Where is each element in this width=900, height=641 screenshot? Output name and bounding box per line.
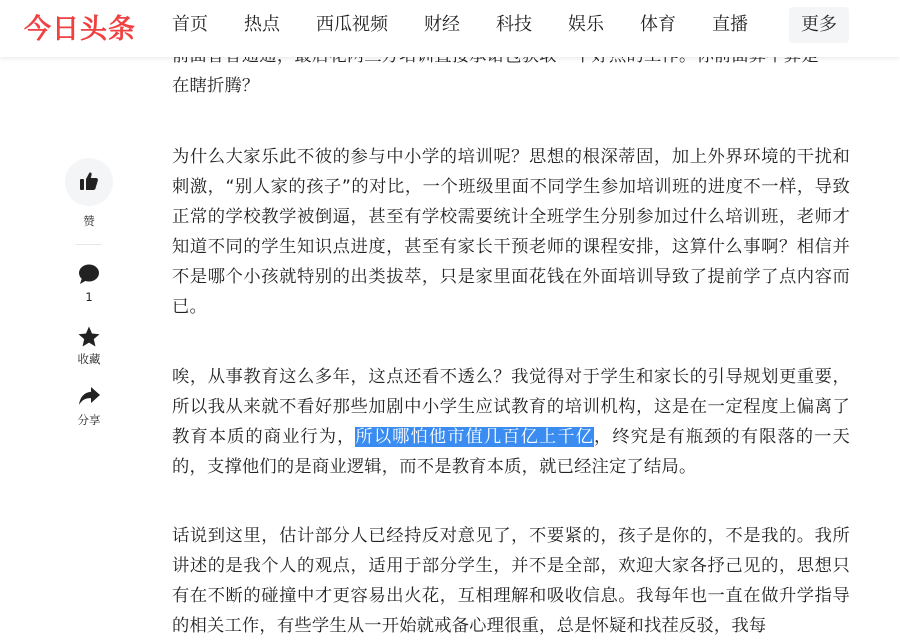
share-label: 分享	[77, 413, 101, 427]
nav-item-entertainment[interactable]: 娱乐	[568, 14, 604, 35]
collect-button[interactable]	[76, 325, 102, 349]
thumbs-up-icon	[79, 171, 99, 191]
top-header	[0, 0, 900, 57]
nav-item-hot[interactable]: 热点	[244, 14, 280, 35]
article-paragraph	[172, 362, 850, 482]
site-logo[interactable]: 今日头条	[24, 14, 136, 45]
nav-item-xigua-video[interactable]: 西瓜视频	[316, 14, 388, 35]
comment-button[interactable]	[76, 263, 102, 287]
nav-item-sports[interactable]: 体育	[640, 14, 676, 35]
like-label: 赞	[83, 214, 95, 228]
nav-item-finance[interactable]: 财经	[424, 14, 460, 35]
star-icon	[76, 325, 102, 349]
comment-icon	[76, 263, 102, 287]
paragraph-text: ，终究是有瓶颈的有限落的一天的，支撑他们的是商业逻辑，而不是教育本质，就已经注定了结局。	[172, 427, 850, 477]
article-paragraph: 话说到这里，估计部分人已经持反对意见了，不要紧的，孩子是你的，不是我的。我所讲述的是我个人的观点，适用于部分学生，并不是全部，欢迎大家各抒己见的，思想只有在不断的碰撞中才更容易出火花，互相理解和吸收信息。我每年也一直在做升学指导的相关工作，有些学生从一开始就戒备心理很重，总是怀疑和找茬反驳，我每	[172, 526, 850, 636]
nav-item-live[interactable]: 直播	[712, 14, 748, 35]
side-divider	[76, 244, 102, 245]
collect-label: 收藏	[77, 352, 101, 366]
nav-item-tech[interactable]: 科技	[496, 14, 532, 35]
share-button[interactable]	[76, 385, 102, 409]
share-icon	[76, 385, 102, 409]
article-paragraph: 为什么大家乐此不彼的参与中小学的培训呢？思想的根深蒂固，加上外界环境的干扰和刺激，“别人家的孩子”的对比，一个班级里面不同学生参加培训班的进度不一样，导致正常的学校教学被倒逼，甚至有学校需要统计全班学生分别参加过什么培训班，老师才知道不同的学生知识点进度，甚至有家长干预老师的课程安排，这算什么事啊？相信并不是哪个小孩就特别的出类拔萃，只是家里面花钱在外面培训导致了提前学了点内容而已。	[172, 147, 850, 317]
main-nav	[172, 0, 784, 50]
nav-item-home[interactable]: 首页	[172, 14, 208, 35]
paragraph-text: 唉，从事教育这么多年，这点还看不透么？我觉得对于学生和家长的引导规划更重要，所以我从来就不看好那些加剧中小学生应试教育的培训机构，这是在一定程度上偏离了教育本质的商业行为，	[172, 367, 850, 447]
paragraph-line: 在瞎折腾？	[172, 76, 260, 96]
more-button[interactable]: 更多	[789, 7, 849, 43]
selected-text[interactable]: 所以哪怕他市值几百亿上千亿	[355, 427, 594, 447]
comment-count: 1	[85, 290, 93, 304]
like-button[interactable]	[65, 158, 113, 206]
